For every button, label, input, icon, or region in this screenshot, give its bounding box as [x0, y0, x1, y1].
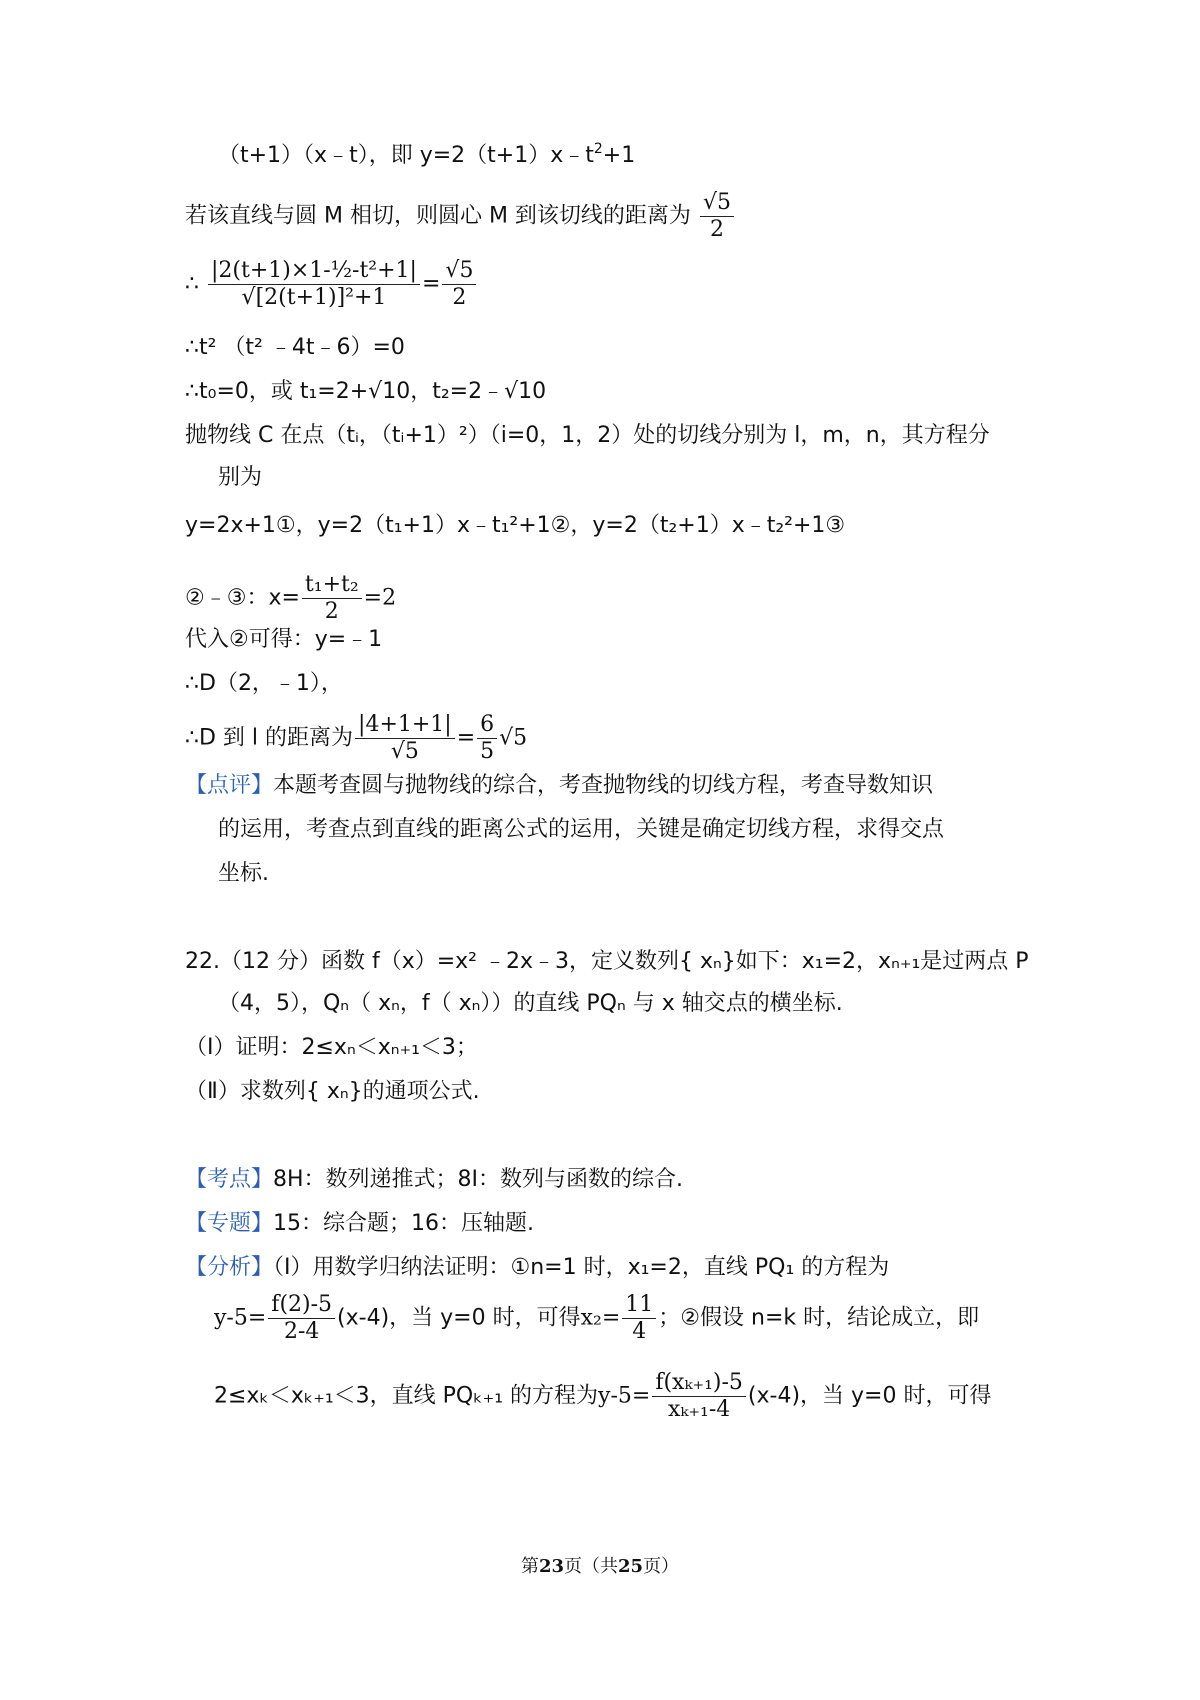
equation-line: ②﹣③：x= $\frac{\text{t₁+t₂}}{2}$ =2	[185, 572, 397, 624]
fraction: $\frac{6}{5}$	[477, 712, 497, 765]
page-number: 23	[538, 1556, 564, 1577]
fraction: $\frac{√5}{2}$	[700, 190, 734, 243]
page-footer: 第23页（共25页）	[520, 1556, 680, 1577]
text-line: 若该直线与圆 M 相切，则圆心 M 到该切线的距离为 $\frac{√5}{2}$	[185, 190, 736, 243]
fenxi-equation-line: y-5= $\frac{f(2)-5}{2-4}$ (x-4)，当 y=0 时，可得x₂= $\frac{11}{4}$ ；②假设 n=k 时，结论成立，即	[214, 1292, 980, 1344]
fraction: $\frac{|4+1+1|}{√5}$	[355, 712, 455, 765]
question-line: （4，5），Qₙ（ xₙ，f（ xₙ））的直线 PQₙ 与 x 轴交点的横坐标.	[218, 991, 843, 1016]
equation-line: ∴ $\frac{\text{|2(t+1)×1-½-t²+1|}}{\text{√[2(t+1)]²+1}}$ = $\frac{√5}{2}$	[185, 258, 478, 311]
text-line: 抛物线 C 在点（tᵢ，（tᵢ+1）²）（i=0，1，2）处的切线分别为 l，m，n，其方程分	[185, 423, 990, 448]
kaodian-line: 【考点】8H：数列递推式；8I：数列与函数的综合.	[185, 1167, 684, 1192]
kaodian-label: 【考点】	[185, 1167, 274, 1192]
question-part-1: （Ⅰ）证明：2≤xₙ＜xₙ₊₁＜3；	[185, 1035, 478, 1060]
comment-label: 【点评】	[185, 773, 274, 798]
comment-line: 【点评】本题考查圆与抛物线的综合，考查抛物线的切线方程，考查导数知识	[185, 773, 934, 798]
text-line: （t+1）（x﹣t），即 $y=2(t+1)x﹣t^2+1$	[218, 141, 636, 168]
fraction: $\frac{11}{4}$	[622, 1292, 656, 1345]
text-line: 别为	[218, 465, 263, 490]
fraction: $\frac{\text{f(xₖ₊₁)-5}}{\text{xₖ₊₁-4}}$	[652, 1370, 746, 1423]
fraction: $\frac{\text{t₁+t₂}}{2}$	[302, 572, 362, 625]
fenxi-line: 【分析】（Ⅰ）用数学归纳法证明：①n=1 时，x₁=2，直线 PQ₁ 的方程为	[185, 1255, 890, 1280]
fraction: $\frac{\text{|2(t+1)×1-½-t²+1|}}{\text{√[2(t+1)]²+1}}$	[208, 258, 420, 311]
text-line: y=2x+1①，y=2（t₁+1）x﹣t₁²+1②，y=2（t₂+1）x﹣t₂²+1③	[185, 513, 846, 538]
question-title: 22.（12 分）函数 f（x）=x² ﹣2x﹣3，定义数列{ xₙ}如下：x₁=2，xₙ₊₁是过两点 P	[185, 949, 1029, 974]
text-line: ∴t₀=0，或 t₁=2+√10，t₂=2﹣√10	[185, 379, 547, 404]
fenxi-equation-line: 2≤xₖ＜xₖ₊₁＜3，直线 PQₖ₊₁ 的方程为y-5= $\frac{\text{f(xₖ₊₁)-5}}{\text{xₖ₊₁-4}}$ (x-4)，当 y=0 时，可得	[214, 1370, 992, 1422]
fraction: $\frac{√5}{2}$	[442, 258, 476, 311]
text-line: ∴D（2，﹣1），	[185, 671, 343, 696]
equation-line: ∴D 到 l 的距离为 $\frac{|4+1+1|}{√5}$ = $\frac{6}{5}$ √5	[185, 712, 528, 764]
zhuanti-label: 【专题】	[185, 1211, 274, 1236]
comment-line: 的运用，考查点到直线的距离公式的运用，关键是确定切线方程，求得交点	[218, 817, 945, 842]
fenxi-label: 【分析】	[185, 1255, 274, 1280]
fraction: $\frac{f(2)-5}{2-4}$	[268, 1292, 335, 1345]
page-total: 25	[618, 1556, 644, 1577]
text-line: ∴t² （t² ﹣4t﹣6）=0	[185, 335, 405, 360]
question-part-2: （Ⅱ）求数列{ xₙ}的通项公式.	[185, 1079, 480, 1104]
text-line: 代入②可得：y=﹣1	[185, 627, 383, 652]
zhuanti-line: 【专题】15：综合题；16：压轴题.	[185, 1211, 534, 1236]
comment-line: 坐标.	[218, 861, 269, 886]
